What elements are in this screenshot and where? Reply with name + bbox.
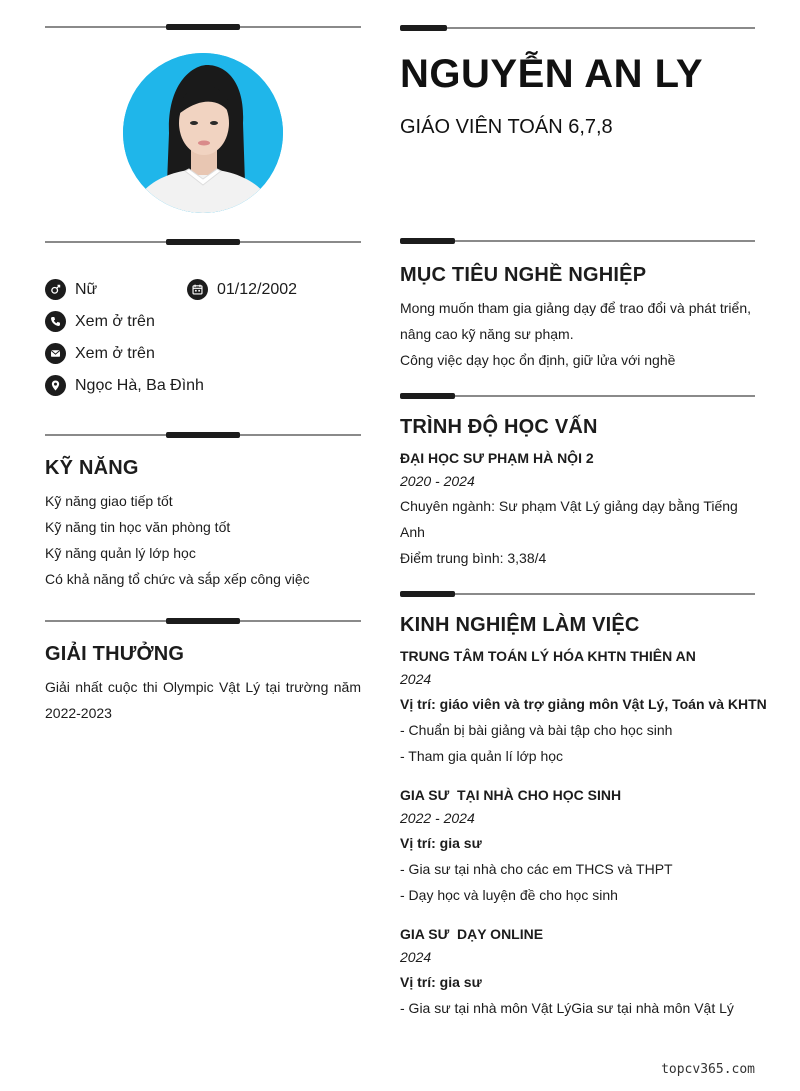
footer-site: topcv365.com: [661, 1062, 755, 1077]
education-major: Chuyên ngành: Sư phạm Vật Lý giảng dạy bằng Tiếng Anh: [400, 498, 738, 540]
portrait-photo: [123, 53, 283, 213]
job-period: 2024: [400, 949, 432, 965]
skill-item: Kỹ năng quản lý lớp học: [45, 545, 196, 561]
phone-icon: [45, 311, 66, 332]
job-duty: - Gia sư tại nhà môn Vật LýGia sư tại nhà môn Vật Lý: [400, 1000, 734, 1016]
divider: [45, 434, 361, 436]
objective-text: Công việc dạy học ổn định, giữ lửa với nghề: [400, 352, 676, 368]
divider: [45, 241, 361, 243]
skills-title: KỸ NĂNG: [45, 457, 139, 479]
address-row: [45, 375, 204, 396]
job-period: 2024: [400, 671, 432, 687]
job-company: GIA SƯ TẠI NHÀ CHO HỌC SINH: [400, 787, 622, 803]
job-company: GIA SƯ DẠY ONLINE: [400, 926, 544, 942]
divider: [400, 27, 755, 29]
phone-row: [45, 311, 155, 332]
skill-item: Kỹ năng giao tiếp tốt: [45, 493, 173, 509]
divider: [45, 620, 361, 622]
location-icon: [45, 375, 66, 396]
job-role: Vị trí: gia sư: [400, 835, 482, 851]
phone-value: Xem ở trên: [75, 312, 155, 330]
birthday-value: 01/12/2002: [217, 280, 298, 298]
job-period: 2022 - 2024: [400, 810, 475, 826]
awards-title: GIẢI THƯỞNG: [45, 643, 185, 665]
job-duty: - Chuẩn bị bài giảng và bài tập cho học sinh: [400, 722, 673, 738]
objective-title: MỤC TIÊU NGHỀ NGHIỆP: [400, 264, 647, 286]
gender-icon: [45, 279, 66, 300]
address-value: Ngọc Hà, Ba Đình: [75, 376, 204, 394]
mail-icon: [45, 343, 66, 364]
candidate-name: NGUYỄN AN LY: [400, 52, 704, 96]
experience-title: KINH NGHIỆM LÀM VIỆC: [400, 614, 640, 636]
job-duty: - Tham gia quản lí lớp học: [400, 748, 564, 764]
gender-row: [45, 279, 97, 300]
email-row: [45, 343, 155, 364]
avatar: [123, 53, 283, 213]
awards-text: Giải nhất cuộc thi Olympic Vật Lý tại trường năm 2022-2023: [45, 679, 361, 721]
skill-item: Có khả năng tổ chức và sắp xếp công việc: [45, 571, 310, 587]
email-value: Xem ở trên: [75, 344, 155, 362]
job-duty: - Gia sư tại nhà cho các em THCS và THPT: [400, 861, 673, 877]
job-duty: - Dạy học và luyện đề cho học sinh: [400, 887, 618, 903]
divider: [400, 240, 755, 242]
calendar-icon: [187, 279, 208, 300]
divider: [45, 26, 361, 28]
gender-value: Nữ: [75, 280, 98, 298]
education-title: TRÌNH ĐỘ HỌC VẤN: [400, 416, 598, 438]
divider: [400, 395, 755, 397]
school-name: ĐẠI HỌC SƯ PHẠM HÀ NỘI 2: [400, 450, 594, 466]
job-title: GIÁO VIÊN TOÁN 6,7,8: [400, 116, 613, 138]
birthday-row: [187, 279, 297, 300]
objective-text: Mong muốn tham gia giảng dạy để trao đổi và phát triển, nâng cao kỹ năng sư phạm.: [400, 300, 751, 342]
education-period: 2020 - 2024: [400, 473, 475, 489]
job-role: Vị trí: giáo viên và trợ giảng môn Vật Lý, Toán và KHTN: [400, 696, 767, 712]
education-gpa: Điểm trung bình: 3,38/4: [400, 550, 547, 566]
job-company: TRUNG TÂM TOÁN LÝ HÓA KHTN THIÊN AN: [400, 648, 696, 664]
divider: [400, 593, 755, 595]
skill-item: Kỹ năng tin học văn phòng tốt: [45, 519, 231, 535]
job-role: Vị trí: gia sư: [400, 974, 482, 990]
